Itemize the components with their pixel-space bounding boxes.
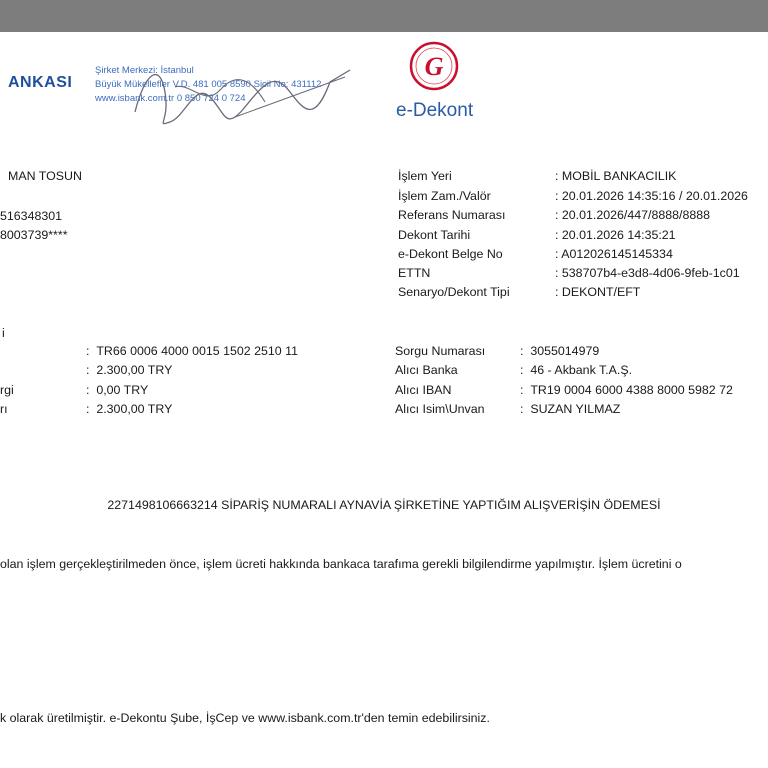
receiver-label: Sorgu Numarası [395,344,486,358]
sender-amount: 2.300,00 TRY [96,363,173,377]
customer-name: MAN TOSUN [8,169,82,183]
info-label: Referans Numarası [398,208,506,222]
info-value: 20.01.2026/447/8888/8888 [561,208,711,222]
hq-line-1: Şirket Merkezi: İstanbul [95,65,194,76]
sender-total: 2.300,00 TRY [96,402,173,416]
receiver-name: SUZAN YILMAZ [530,402,621,416]
gib-logo [404,40,464,92]
footer-note: k olarak üretilmiştir. e-Dekontu Şube, İşCep ve www.isbank.com.tr'den temin edebilirsiniz. [0,711,490,725]
sender-label: rgi [0,383,14,397]
query-number: 3055014979 [530,344,600,358]
bank-name: ANKASI [8,74,73,91]
customer-account: 8003739**** [0,228,68,242]
info-value: 20.01.2026 14:35:16 / 20.01.2026 [561,189,748,203]
sender-tax: 0,00 TRY [96,383,149,397]
dekont-page: ANKASI Şirket Merkezi: İstanbul Büyük Mükellefler V.D. 481 005 8590 Sicil No: 431112 www.isbank.com.tr 0 850 724 0 724 G e-Dekont MAN TOSUN 516348301 8003739**** İşlem Yeri : MOBİL BANKACILIK İşlem Zam./Valör : 20.01.2026 14:35:16 / 20.01.2026 Referans Numarası : 20.01.2026/447/8888/8888 Dekont Tarihi : 20.01.2026 14:35:21 e-Dekont Belge No : A012026145145334 ETTN : 538707b4-e3d8-4d06-9feb-1c01 Senaryo/Dekont Tipi : DEKONT/EFT i : TR66 0006 4000 0015 1502 2510 11 : 2.300,00 TRY rgi : 0,00 TRY rı : 2.300,00 TRY Sorgu Numarası : 3055014979 Alıcı Banka : 46 - Akbank T.A.Ş. Alıcı IBAN : TR19 0004 6000 4388 8000 5982 72 Alıcı Isim\Unvan : SUZAN YILMAZ 2271498106663214 SİPARİŞ NUMARALI AYNAVİA ŞİRKETİNE YAPTIĞIM ALIŞVERİŞİN ÖDEMESİ olan işlem gerçekleştirilmeden önce, işlem ücreti hakkında bankaca tarafıma gerekli bilgilendirme yapılmıştır. İşlem ücretini o k olarak üretilmiştir. e-Dekontu Şube, İşCep ve www.isbank.com.tr'den temin edebilirsiniz. [0,32,768,768]
sender-iban: TR66 0006 4000 0015 1502 2510 11 [96,344,298,358]
receiver-label: Alıcı IBAN [395,383,452,397]
info-value: DEKONT/EFT [561,285,641,299]
receiver-label: Alıcı Isim\Unvan [395,402,485,416]
receiver-label: Alıcı Banka [395,363,458,377]
info-value: 20.01.2026 14:35:21 [561,228,676,242]
info-value: A012026145145334 [561,247,673,261]
hq-line-2: Büyük Mükellefler V.D. 481 005 8590 Sicil No: 431112 [95,79,322,90]
info-label: Senaryo/Dekont Tipi [398,285,510,299]
gib-logo-letter: G [424,52,444,81]
receiver-iban: TR19 0004 6000 4388 8000 5982 72 [530,383,733,397]
signature-stamp [115,52,365,132]
info-value: 538707b4-e3d8-4d06-9feb-1c01 [561,266,740,280]
sender-label: rı [0,402,8,416]
sender-section-fragment: i [2,326,5,340]
customer-number: 516348301 [0,209,63,223]
viewer-top-bar [0,0,768,32]
receiver-bank: 46 - Akbank T.A.Ş. [530,363,633,377]
info-value: MOBİL BANKACILIK [561,169,677,183]
info-label: e-Dekont Belge No [398,247,503,261]
info-label: ETTN [398,266,431,280]
fee-note: olan işlem gerçekleştirilmeden önce, işlem ücreti hakkında bankaca tarafıma gerekli bilgilendirme yapılmıştır. İşlem ücretini o [0,557,682,571]
edekont-title: e-Dekont [396,100,474,121]
payment-description: 2271498106663214 SİPARİŞ NUMARALI AYNAVİA ŞİRKETİNE YAPTIĞIM ALIŞVERİŞİN ÖDEMESİ [107,498,661,512]
hq-line-3: www.isbank.com.tr 0 850 724 0 724 [95,93,246,104]
info-label: Dekont Tarihi [398,228,471,242]
info-label: İşlem Yeri [398,169,452,183]
info-label: İşlem Zam./Valör [398,189,491,203]
